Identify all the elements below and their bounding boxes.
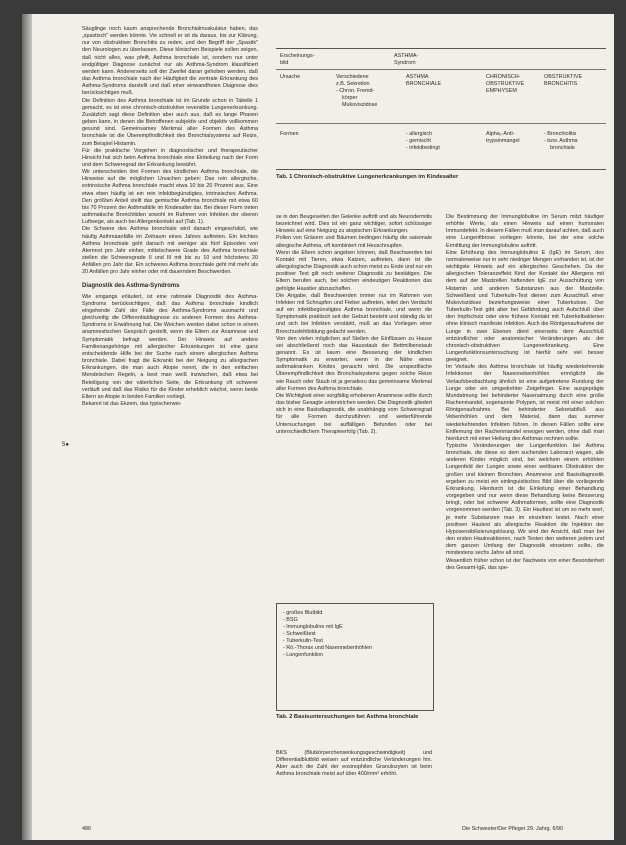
paragraph: se in den Beugeseiten der Gelenke auftritt und als Neurodermitis bezeichnet wird. Dies ist ein ganz wichtiger, sofort schlüssiger Hinweis auf eine Neigung zu atopischen Erkrankungen.	[276, 214, 432, 235]
table-2-box	[276, 603, 434, 711]
list-item: - Schweißtest	[283, 631, 316, 637]
table-cell: Mukoviszidose	[342, 102, 378, 108]
paragraph: Die Bestimmung der Immunglobuline im Serum mitzt häufiger erhöhte Werte, als einen Hinweis auf einen humoralen Immundefekt. In diesem Fällen muß man darauf achten, daß auch eine Lungenfibrose vorliegen könnte, bei der eine solche Ermittlung der Immunglobuline auftritt.	[446, 214, 604, 249]
table-cell: körper	[342, 95, 358, 101]
column-middle	[276, 214, 432, 436]
paragraph: Wenn die Eltern schon angeben können, daß Beschwerden bei Kontakt mit Tieren, etwa Katzen, auftreten, dann ist die allergologische Diagnostik auch schon meist zu Ende und nur ein positiver Test gilt noch weiterer Diagnostik zu bestätigen. Die Eltern berufen auch, bei solchen eindeutigen Reaktionen das gefolgte Haustier abzuschaffen.	[276, 249, 432, 292]
paragraph: Eine Erhöhung des Immunglobulins E (IgE) im Serum, des normalerweise nur in sehr niedriger Mengen vorhanden ist, ist der wichtigste Hinweis auf ein allergisches Geschehen. Da der allergischen Toleranzeffekt Kind der Kontakt der Allergens mit dem auf der Mastzellen haftenden IgE zur Ausschüttung von Histamin und anderen Substanzen aus der Mastzelle. Schweißtest und Tuberkulin-Test dienen zum Ausschluß einer Mukoviszidose beziehungsweise einer Tuberkulose. Der Tuberkulin-Test gibt aber bei Gefährdung auch Aufschluß über den Impfschutz oder eine frühere Kontakt mit Tuberkelbakterien ohne klinisch manifeste Infektion. Auch die Röntgenaufnahme der Lunge in zwei Ebenen dient einerseits dem Ausschluß entzündlicher oder anatomischer Veränderungen als der chronisch-obstruktiven Lungenerkrankung. Eine Lungenfunktionsuntersuchung ist hierfür sehr viel besser geeignet.	[446, 249, 604, 364]
table-cell: - infektbedingt	[406, 145, 440, 151]
table-cell: - bzw. Asthma	[544, 138, 578, 144]
table-cell: bronchiale	[550, 145, 575, 151]
list-item: - Rö.-Thorax und Nasennebenhöhlen	[283, 645, 373, 651]
table-cell: Ursache	[280, 74, 301, 80]
paragraph: Wie eingangs erläutert, ist eine rationale Diagnostik des Asthma-Syndroms berücksichtigen, daß das Asthma bronchiale kindlich eingehende Zahl der Fälle des Asthma-Syndroms ausmacht und gleichzeitig die Differentialdiagnose zu anderen Formen des Asthma-Syndroms in Erwähnung hat. Die Weichen werden dabei schon in einem anamnestischen Gespräch gestellt, wenn die Eltern zur Anamnese und Symptomatik befragt werden. Der Hinweis auf andere Familienangehörige mit allergischer Erkrankungen ist eine ganz entscheidende Hilfe bei der Suche nach einem allergischen Asthma bronchiale. Dabei fragt die Erkrankt bei der Neigung zu allergischen Erkrankungen, die man auch Atopie nennt, die in den einfachen Mendelschen Regeln, a best man weiß inzwischen, daß etwa bei Beteiligung von der väterlichen Seite, die Erkrankung oft schwerer verläuft und daß das Risiko für die Kinder erheblich wächst, wenn beide Eltern an Atopie in beiden Familien vorliegt.	[82, 293, 258, 400]
list-item: - großes Blutbild	[283, 610, 323, 616]
table-1-caption: Tab. 1 Chronisch-obstruktive Lungenerkrankungen im Kindesalter	[276, 174, 459, 180]
table-rule	[276, 123, 606, 124]
paragraph: Typische Veränderungen der Lungenfunktion bei Asthma bronchiale, die diese es dem suchenden Laborarzt wagen, alle anderen Kinder möglich sind, bei welchem einem erhöhten Lungenfeld der Lungen sowie einer weitbaren Obstruktion der großen und kleinen Bronchien. Anamnese und Basisdiagnostik ergeben zu meist ein einlinguistisches Bild über die vorliegende Erkrankung. Hierdurch ist die Einleitung einer Behandlung vorgegeben und nur wenn diese Behandlung keine Besserung bringt, oder bei schwerer Asthmaformen, sollte eine Diagnostik vorgenommen werden (Tab. 3). Ein Hauttest ist um so mehr wert, je mehr Substanzen man im einzelnen testet. Nach einer positiven Hautest als allergische Reaktion die Injektion der Hyposensibilisierungslösung. Wir sind der Ansicht, daß man bei den ersten Hautreaktionen, nach Testen den weiteren jedem und dem ganzen Umfang der Diagnostik einsetzen sollte, die mindestens sechs Jahre alt sind.	[446, 443, 604, 557]
table-cell: - Chron. Fremd-	[336, 88, 375, 94]
column-right	[446, 214, 604, 572]
paragraph: Im Verlaufe des Asthma bronchiale ist häufig wiederkehrende Infektionen der Nasennebenhöhlen ermöglicht die Verlaufsbeobachtung ähnlich ist eine aufgetretene Rundung der Lunge oder ein umgedrehter Zeigefinger. Eine ausgeprägte Mundatmung bei behinderter Nasenatmung durch eine große Rachenmandel, sogenannte Polypen, ist meist mit einer solchen Röntgenaufnahme. Bei behinderter Sekretabfluß aus Vebenhöhlen und dem Material, dann das summer wiederkehrenden Infekten führen. In diesen Fällen sollte eine Entfernung der Rachenmandel erwogen werden, ohne daß man hierdurch mit einer Heilung des Asthmas rechnen sollte.	[446, 364, 604, 442]
table-cell: OBSTRUKTIVE	[544, 74, 583, 80]
scanned-page	[22, 14, 614, 840]
table-cell: - Bronchiolitis	[544, 131, 577, 137]
column-middle-bottom	[276, 750, 432, 779]
paragraph: Wesentlich früher schon ist der Nachweis von einer Besonderheit des Gesamt-IgE, das spe-	[446, 557, 604, 571]
table-cell: ASTHMA-	[394, 53, 419, 59]
paragraph: Für die praktische Vorgehen in diagnostischer und therapeutischer Hinsicht hat sich beim Asthma bronchiale eine Einteilung nach der Form und dem Schweregrad der Erkrankung bewährt.	[82, 147, 258, 168]
table-cell: z.B. Sekretion	[336, 81, 370, 87]
table-1	[276, 48, 606, 170]
table-cell: Verschiedene	[336, 74, 369, 80]
book-binding	[22, 14, 32, 840]
table-cell: - allergisch	[406, 131, 433, 137]
table-2-caption: Tab. 2 Basisuntersuchungen bei Asthma bronchiale	[276, 714, 419, 720]
table-cell: OBSTRUKTIVE	[486, 81, 525, 87]
table-cell: Alpha₁-Anti-	[486, 131, 515, 137]
list-item: - Immunglobuline mit IgE	[283, 624, 343, 630]
paragraph: BKS (Blutkörperchensenkungsgeschwindigkeit) und Differentialblutbild weisen auf entzündliche Veränderungen hin. Aber auch die Zahl der eosinophilen Granulozyten ist beim Asthma bronchiale meist auf über 400/mm³ erhöht.	[276, 750, 432, 778]
table-cell: bild	[280, 60, 289, 66]
table-cell: EMPHYSEM	[486, 88, 517, 94]
column-left	[82, 26, 258, 408]
paragraph: Die Angabe, daß Beschwerden immer nur im Rahmen von Infekten mit Schnupfen und Fieber auftreten, leitet den Verdacht auf ein infektbegünstigtes Asthma bronchiale, und wenn die Symptomatik praktisch seit der Geburt besteht und ständig da ist und sich bei Infekten verstärkt, muß an das Vorliegen einer Bronchusfehlbildung gedacht werden.	[276, 292, 432, 335]
paragraph: Pollen von Gräsern und Bäumen bedingen häufig die saisonale allergische Asthma, oft kombiniert mit Heuschnupfen.	[276, 235, 432, 249]
paragraph: Die Definition des Asthma bronchiale ist im Grunde schon in Tabelle 1 gemacht, es ist eine chronisch-obstruktive reversible Lungenerkrankung. Zusätzlich sagt diese Definition aber auch aus, daß es lange Phasen geben kann, in denen die Betroffenen subjektiv und objektiv vollkommen gesund sind. Gemeinsames Merkmal aller Formen des Asthma bronchiale ist die Überempfindlichkeit des Bronchialsystems auf Reize, zum Beispiel Histamin.	[82, 97, 258, 147]
section-heading: Diagnostik des Asthma-Syndroms	[82, 283, 180, 290]
paragraph: Wir unterscheiden drei Formen des kindlichen Asthma bronchiale, die Hinweise auf die möglichen Ursachen geben: Das rein allergische, extrinsische Asthma bronchiale macht etwa 10 bis 20 Prozent aus. Eine etwa eben häufig ist ein rein infektbegünstigtes, intrinsisches Asthma. Den größten Anteil stellt das gemischte Asthma bronchiale mit etwa 60 bis 70 Prozent der Asthmafälle im Kindesalter dar. Bei dieser Form treten asthmatische Bronchitiden sowohl im Rahmen von Infekten der oberen Luftwege, als auch bei Allergenkontakt auf (Tab. 1).	[82, 169, 258, 226]
table-cell: Erscheinungs-	[280, 53, 315, 59]
table-cell: Formen	[280, 131, 299, 137]
table-cell: Syndrom	[394, 60, 416, 66]
table-cell: trypsinmangel	[486, 138, 520, 144]
margin-mark: 5●	[62, 442, 69, 448]
table-cell: BRONCHIALE	[406, 81, 442, 87]
journal-footer: Die Schwester/Der Pfleger 29. Jahrg. 6/90	[462, 826, 563, 832]
table-cell: - gemischt	[406, 138, 431, 144]
table-rule	[276, 69, 606, 70]
page-number: 486	[82, 826, 91, 832]
list-item: - BSG	[283, 617, 298, 623]
table-cell: BRONCHITIS	[544, 81, 578, 87]
table-cell: CHRONISCH-	[486, 74, 521, 80]
paragraph: Säuglinge noch kaum ansprechende Bronchialmuskulatur haben, das „spastisch" werden könnte. Vie schnell er ist da daraus, bis zur Klärung, nur von obstruktiver Bronchitis zu reden, und den Begriff der „Spastik" den Neurologen zu überlassen. Diese klinischen Beispiele sollen zeigen, daß nicht alles, was pfeift, Asthma bronchiale ist, sondern nur unter endgültiger Diagnose zunächst nur als Asthma-Syndrom klassifiziert werden kann. Andererseits soll der Zweifel daran gehoben werden, daß das Asthma bronchiale nach der Häufigkeit die zentrale Erkrankung des Asthma-Syndroms darstellt und daß einer einwandfreien Diagnose dies berücksichtigen muß.	[82, 26, 258, 97]
list-item: - Tuberkulin-Test	[283, 638, 323, 644]
paragraph: Die Schwere des Asthma bronchiale wird danach eingeschätzt, wie häufig Asthmaanfälle im Zeitraum eines Jahres auftreten. Ein leichtes Asthma bronchiale geht danach mit weniger als fünf Episoden von Atemnot pro Jahr einher, mittelschwere Grade des Asthma bronchiale stellen die Schweregrade II und III mit bis zu 10 und höchstens 20 Anfällen pro Jahr dar. Ein schweres Asthma bronchiale geht mit mehr als 20 Anfällen pro Jahr einher oder mit dauerndem Beschwerden.	[82, 226, 258, 276]
paragraph: Bekannt ist das Ekzem, das typischerwei-	[82, 400, 182, 407]
table-cell: ASTHMA	[406, 74, 429, 80]
paragraph: Die Wichtigkeit einer sorgfältig erhobenen Anamnese sollte durch das bisher Gesagte unterstrichen werden. Die Diagnostik gliedert sich in eine Basisdiagnostik, die unabhängig vom Schweregrad für alle Formen durchzuführen und weiterführende Untersuchungen bei auffälligen Befunden oder bei unterschiedlichem Therapieerfolg (Tab. 2).	[276, 392, 432, 435]
list-item: - Lungenfunktion	[283, 652, 324, 658]
paragraph: Von den vielen möglichen auf Stellen der Einflüssen zu Hause sei abschließend noch das Hausstaub der Bettmilbenstaub genannt. Es ist kaum eine Besserung der kindlichen Symptomatik zu erwarten, wenn in der Nähe eines asthmakranken Kindes geraucht wird. Die unspezifische Überempfindlichkeit des Bronchialsystems gegen solche Reize wie Rauch oder Staub ist ja geradezu das gemeinsame Merkmal aller Formen des Asthma bronchiale.	[276, 335, 432, 392]
